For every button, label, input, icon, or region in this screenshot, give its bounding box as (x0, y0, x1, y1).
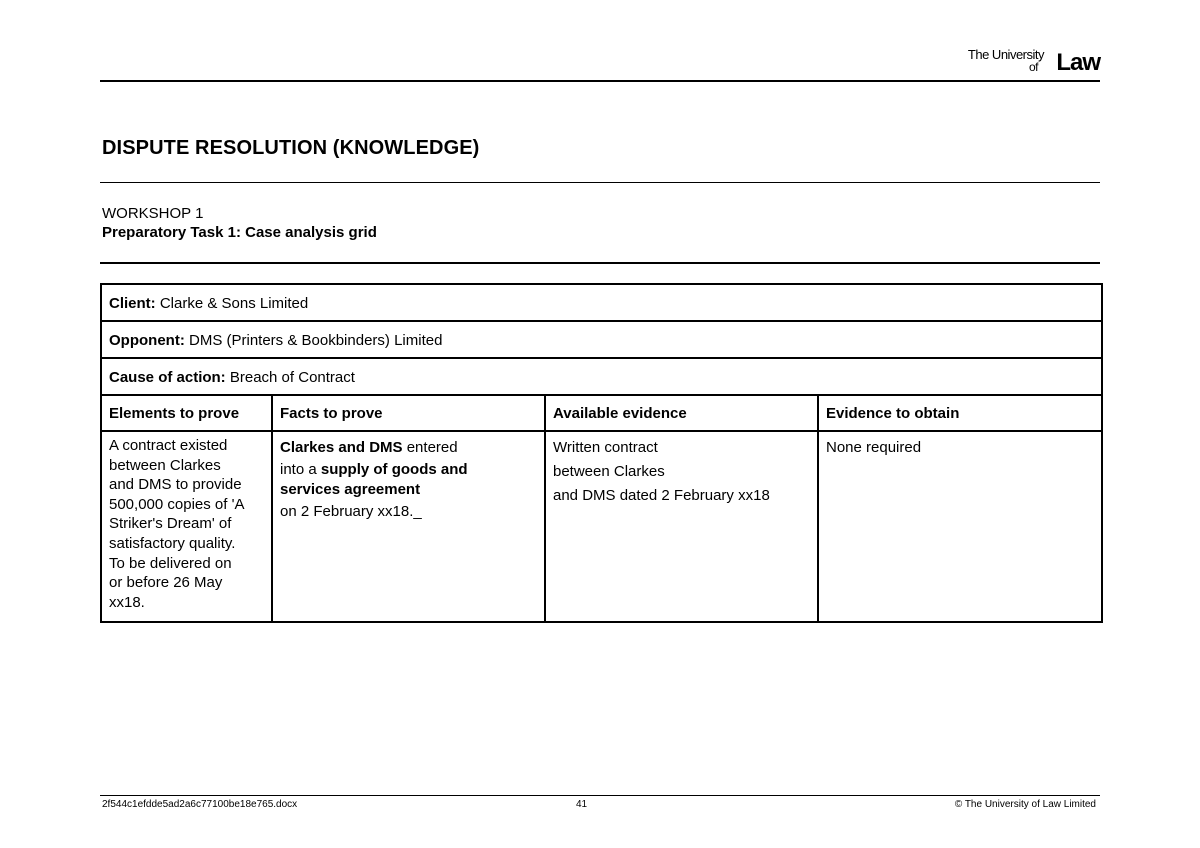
cause-label: Cause of action: (109, 368, 226, 386)
elements-cell (101, 431, 272, 622)
section-rule (100, 262, 1100, 264)
university-logo (950, 46, 1100, 76)
facts-connector: into a (280, 461, 321, 478)
opponent-value: DMS (Printers & Bookbinders) Limited (189, 331, 443, 349)
to-obtain-cell (818, 431, 1102, 622)
footer-copyright: © The University of Law Limited (954, 799, 1096, 810)
logo-line-1: The University (967, 47, 1044, 62)
facts-agreement: supply of goods and (320, 461, 468, 478)
header-rule (100, 80, 1100, 82)
evidence-line: between Clarkes (553, 463, 665, 480)
column-header-row (101, 395, 1102, 431)
evidence-line: and DMS dated 2 February xx18 (553, 487, 770, 504)
opponent-cell (101, 321, 1102, 358)
elements-line: A contract existed (109, 437, 228, 454)
table-row (101, 431, 1102, 622)
elements-line: or before 26 May (109, 574, 223, 592)
column-header: Available evidence (545, 395, 818, 431)
footer-filename: 2f544c1efdde5ad2a6c77100be18e765.docx (102, 799, 298, 810)
footer-rule (100, 795, 1100, 796)
facts-verb: entered (402, 439, 458, 456)
elements-line: and DMS to provide (109, 476, 242, 494)
facts-agreement-cont: services agreement (280, 481, 421, 498)
task-heading: Preparatory Task 1: Case analysis grid (102, 224, 377, 241)
title-rule (100, 182, 1100, 183)
client-value: Clarke & Sons Limited (159, 294, 309, 312)
elements-line: 500,000 copies of 'A (109, 495, 245, 513)
column-header: Facts to prove (272, 395, 545, 431)
case-analysis-grid (100, 283, 1103, 623)
facts-line (280, 460, 537, 480)
facts-parties: Clarkes and DMS (280, 439, 403, 456)
evidence-cell (545, 431, 818, 622)
client-label: Client: (109, 294, 156, 312)
opponent-label: Opponent: (109, 331, 185, 349)
facts-date: on 2 February xx18._ (280, 503, 422, 520)
to-obtain-text: None required (826, 439, 922, 456)
page-number: 41 (576, 799, 588, 810)
opponent-row (101, 321, 1102, 358)
logo-line-2: of (1028, 60, 1038, 74)
cause-value: Breach of Contract (229, 368, 355, 386)
elements-line: satisfactory quality. (109, 534, 236, 552)
client-cell (101, 284, 1102, 321)
facts-cell (272, 431, 545, 622)
elements-line: To be delivered on (109, 554, 232, 572)
column-header: Elements to prove (101, 395, 272, 431)
elements-line: xx18. (109, 593, 145, 611)
evidence-line: Written contract (553, 439, 658, 456)
elements-line: Striker's Dream' of (109, 515, 232, 533)
client-row (101, 284, 1102, 321)
logo-line-3: Law (1056, 49, 1100, 76)
workshop-heading: WORKSHOP 1 (102, 205, 204, 222)
cause-row (101, 358, 1102, 395)
facts-line (280, 436, 537, 460)
elements-line: between Clarkes (109, 456, 221, 474)
cause-cell (101, 358, 1102, 395)
column-header: Evidence to obtain (818, 395, 1102, 431)
document-title: DISPUTE RESOLUTION (KNOWLEDGE) (102, 137, 480, 159)
